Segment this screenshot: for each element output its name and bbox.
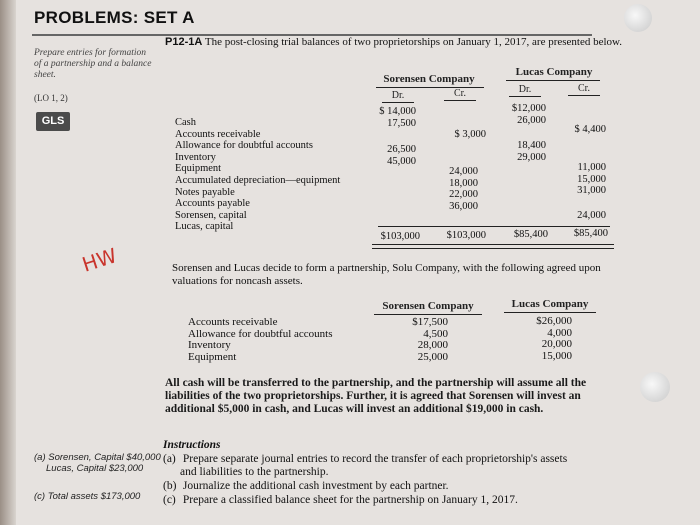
tb-cell: 45,000 [387, 155, 416, 167]
tb-col-underline [568, 95, 600, 96]
tb-col-underline [509, 96, 541, 97]
tb-cell: 18,400 [517, 140, 546, 151]
val-account: Inventory [188, 339, 231, 351]
tb-account: Equipment [175, 163, 222, 175]
valuation-intro: Sorensen and Lucas decide to form a partnership, Solu Company, with the following agreed upon valuations for noncash assets. [172, 262, 601, 287]
val-company-lucas: Lucas Company [511, 298, 589, 310]
tb-cell: 11,000 [577, 162, 606, 173]
tb-account: Lucas, capital [175, 221, 234, 233]
instruction-text: Prepare separate journal entries to record the transfer of each proprietorship's assets [182, 453, 568, 465]
val-account: Equipment [188, 350, 237, 363]
tb-total: $103,000 [446, 230, 486, 241]
margin-description: Prepare entries for formation of a partnership and a balance sheet. [34, 48, 152, 80]
val-cell: $26,000 [536, 315, 572, 327]
section-heading: PROBLEMS: SET A [34, 8, 195, 27]
instruction-letter: (c) [163, 494, 176, 506]
val-account-list [188, 317, 332, 363]
tb-dr-lucas: Dr. [518, 84, 532, 95]
problem-statement [165, 36, 635, 49]
tb-sorensen-cr-column [424, 166, 478, 212]
learning-objectives: (LO 1, 2) [34, 93, 68, 103]
tb-account: Notes payable [175, 186, 235, 198]
val-account: Allowance for doubtful accounts [188, 327, 333, 340]
tb-lucas-cr-cell: $ 4,400 [574, 124, 606, 135]
gls-badge: GLS [36, 112, 70, 131]
tb-account: Allowance for doubtful accounts [175, 140, 313, 152]
tb-cell: 26,500 [387, 144, 416, 155]
instruction-text: Prepare a classified balance sheet for the partnership on January 1, 2017. [182, 494, 518, 506]
val-lucas-column [520, 316, 572, 362]
val-cell: $17,500 [412, 316, 448, 328]
problem-number: P12-1A [165, 36, 203, 48]
answer-c: (c) Total assets $173,000 [34, 491, 141, 502]
tb-company-underline [506, 80, 600, 81]
tb-double-rule [372, 244, 614, 249]
tb-cell: 22,000 [449, 189, 478, 201]
handwritten-note: HW [79, 243, 120, 277]
tb-cell: 17,500 [387, 117, 416, 129]
tb-account-list [175, 117, 340, 233]
tb-col-underline [444, 100, 476, 101]
tb-cell: 36,000 [449, 200, 478, 212]
tb-lucas-dr-column [492, 140, 546, 163]
tb-account: Inventory [175, 151, 216, 163]
val-cell: 28,000 [417, 339, 448, 351]
tb-total: $103,000 [380, 231, 420, 242]
tb-lucas-cr-cell: 24,000 [577, 210, 606, 221]
val-cell: 15,000 [541, 349, 572, 362]
tb-account: Accumulated depreciation—equipment [175, 174, 341, 186]
tb-cell: 31,000 [577, 185, 606, 197]
tb-total-rule [378, 226, 610, 227]
val-cell: 4,000 [547, 326, 572, 339]
tb-total: $85,400 [513, 229, 548, 240]
tb-company-lucas: Lucas Company [515, 66, 593, 78]
cash-paragraph: All cash will be transferred to the partnership, and the partnership will assume all the liabilities of the two proprietorships. Further, it is agreed that Sorensen will invest an additional $5,000 in cash, and Lucas will invest an additional $19,000 in cash. [165, 377, 587, 415]
tb-cell: 18,000 [449, 177, 478, 189]
tb-cell: 24,000 [449, 166, 478, 177]
instruction-text: Journalize the additional cash investment by each partner. [182, 480, 449, 492]
val-company-underline [504, 312, 596, 313]
instruction-letter: (b) [163, 480, 177, 492]
tb-account: Accounts receivable [175, 128, 261, 140]
answer-a-line1: (a) Sorensen, Capital $40,000 [34, 452, 161, 463]
tb-account: Cash [175, 117, 196, 128]
instruction-c [163, 494, 518, 507]
tb-total: $85,400 [573, 228, 608, 239]
tb-lucas-dr-column [492, 103, 546, 126]
page-marker-circle [640, 372, 670, 402]
tb-company-sorensen: Sorensen Company [383, 73, 475, 85]
instruction-a-cont: and liabilities to the partnership. [180, 466, 329, 478]
instruction-letter: (a) [163, 453, 176, 465]
tb-sorensen-dr-column [362, 144, 416, 167]
tb-account: Sorensen, capital [175, 209, 247, 221]
page-marker-circle [624, 4, 652, 32]
tb-cell: 15,000 [577, 173, 606, 185]
tb-cell: 26,000 [517, 114, 546, 126]
instruction-a [163, 453, 567, 466]
problem-text: The post-closing trial balances of two proprietorships on January 1, 2017, are presented below. [204, 36, 623, 48]
tb-col-underline [382, 102, 414, 103]
val-account: Accounts receivable [188, 316, 278, 328]
answer-a-line2: Lucas, Capital $23,000 [46, 463, 144, 474]
tb-cell: $12,000 [511, 103, 546, 114]
tb-cell: 29,000 [517, 151, 546, 163]
val-sorensen-column [396, 317, 448, 363]
val-cell: 4,500 [423, 327, 448, 340]
tb-account: Accounts payable [175, 198, 250, 210]
tb-cr-lucas: Cr. [578, 83, 590, 94]
tb-cr-sorensen: Cr. [454, 88, 466, 99]
tb-lucas-cr-column [552, 162, 606, 197]
tb-sorensen-dr-column [362, 106, 416, 129]
val-company-sorensen: Sorensen Company [382, 300, 474, 312]
tb-sorensen-cr-cell: $ 3,000 [454, 129, 486, 140]
tb-dr-sorensen: Dr. [391, 90, 405, 101]
val-cell: 20,000 [541, 338, 572, 350]
tb-cell: $ 14,000 [379, 106, 416, 117]
instruction-b [163, 480, 449, 493]
instructions-heading: Instructions [163, 439, 221, 451]
val-cell: 25,000 [417, 350, 448, 363]
page-edge-shadow [0, 0, 16, 525]
val-company-underline [374, 314, 482, 315]
